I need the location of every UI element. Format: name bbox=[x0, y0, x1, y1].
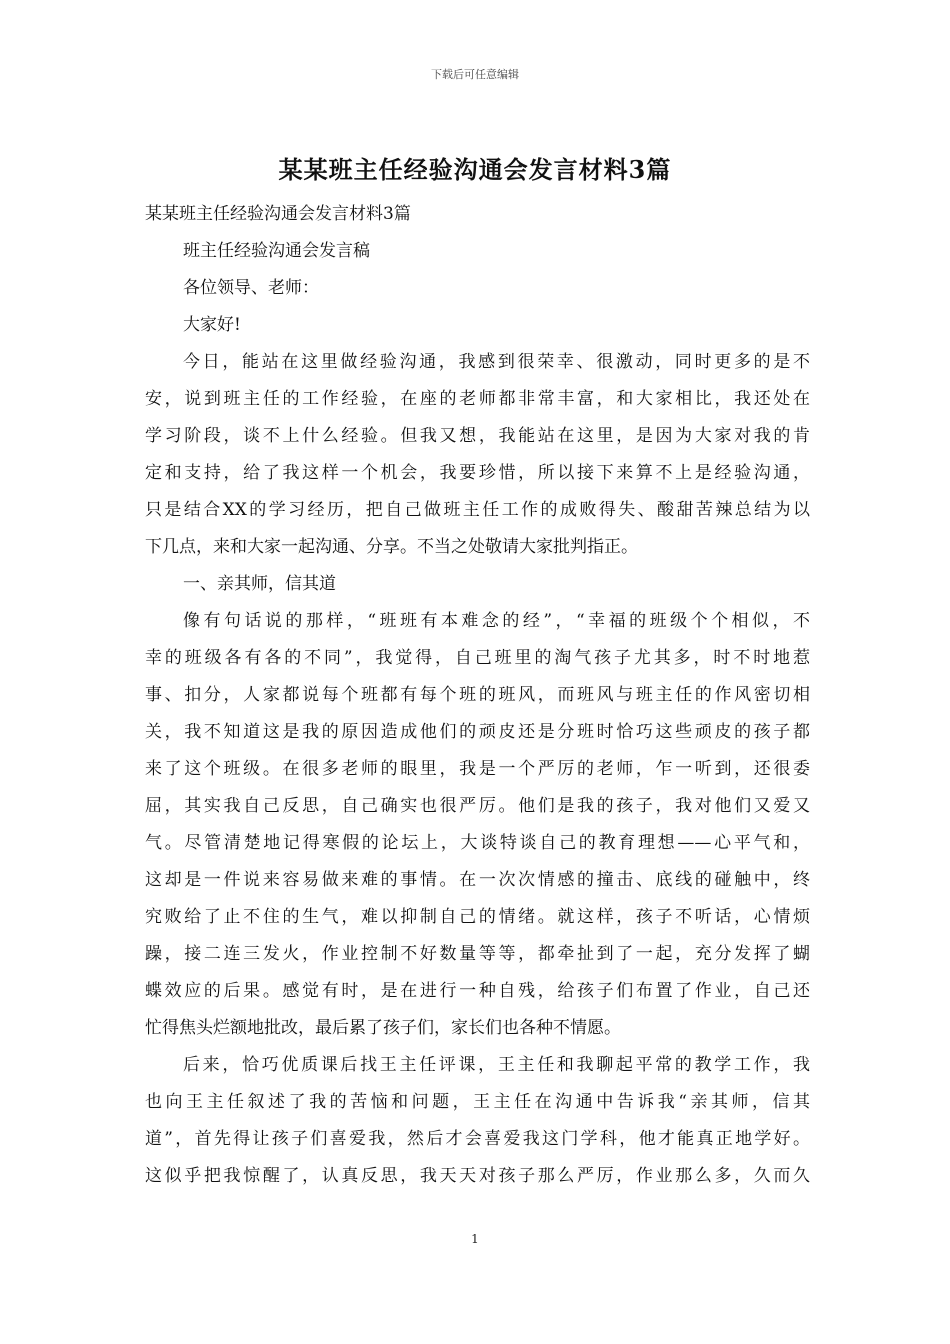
paragraph-line: 下几点，来和大家一起沟通、分享。不当之处敬请大家批判指正。 bbox=[145, 537, 638, 557]
paragraph-line: 忙得焦头烂额地批改，最后累了孩子们，家长们也各种不情愿。 bbox=[145, 1018, 621, 1038]
paragraph-line: 像有句话说的那样，“班班有本难念的经”，“幸福的班级个个相似，不 bbox=[183, 611, 810, 631]
salutation: 各位领导、老师： bbox=[183, 278, 319, 298]
header-note: 下载后可任意编辑 bbox=[431, 68, 519, 81]
document-body bbox=[145, 196, 810, 1195]
paragraph-line: 蝶效应的后果。感觉有时，是在进行一种自残，给孩子们布置了作业，自己还 bbox=[145, 981, 810, 1001]
page-number: 1 bbox=[471, 1232, 479, 1246]
paragraph-line: 这似乎把我惊醒了，认真反思，我天天对孩子那么严厉，作业那么多，久而久 bbox=[145, 1166, 810, 1186]
paragraph-line: 定和支持，给了我这样一个机会，我要珍惜，所以接下来算不上是经验沟通， bbox=[145, 463, 810, 483]
paragraph-line: 今日，能站在这里做经验沟通，我感到很荣幸、很激动，同时更多的是不 bbox=[183, 352, 810, 372]
paragraph-line: 事、扣分，人家都说每个班都有每个班的班风，而班风与班主任的作风密切相 bbox=[145, 685, 810, 705]
paragraph-line: 后来，恰巧优质课后找王主任评课，王主任和我聊起平常的教学工作，我 bbox=[183, 1055, 810, 1075]
paragraph-line: 也向王主任叙述了我的苦恼和问题，王主任在沟通中告诉我“亲其师，信其 bbox=[145, 1092, 810, 1112]
section-heading: 一、亲其师，信其道 bbox=[183, 574, 336, 594]
paragraph-line: 幸的班级各有各的不同”，我觉得，自己班里的淘气孩子尤其多，时不时地惹 bbox=[145, 648, 810, 668]
paragraph-line: 屈，其实我自己反思，自己确实也很严厉。他们是我的孩子，我对他们又爱又 bbox=[145, 796, 810, 816]
paragraph-line: 这却是一件说来容易做来难的事情。在一次次情感的撞击、底线的碰触中，终 bbox=[145, 870, 810, 890]
speech-heading: 班主任经验沟通会发言稿 bbox=[183, 241, 370, 261]
paragraph-line: 只是结合XX的学习经历，把自己做班主任工作的成败得失、酸甜苦辣总结为以 bbox=[145, 500, 810, 520]
paragraph-line: 躁，接二连三发火，作业控制不好数量等等，都牵扯到了一起，充分发挥了蝴 bbox=[145, 944, 810, 964]
paragraph-line: 气。尽管清楚地记得寒假的论坛上，大谈特谈自己的教育理想——心平气和， bbox=[145, 833, 810, 853]
document-title: 某某班主任经验沟通会发言材料3篇 bbox=[278, 155, 672, 184]
paragraph-line: 关，我不知道这是我的原因造成他们的顽皮还是分班时恰巧这些顽皮的孩子都 bbox=[145, 722, 810, 742]
paragraph-line: 来了这个班级。在很多老师的眼里，我是一个严厉的老师，乍一听到，还很委 bbox=[145, 759, 810, 779]
paragraph-line: 究败给了止不住的生气，难以抑制自己的情绪。就这样，孩子不听话，心情烦 bbox=[145, 907, 810, 927]
paragraph-line: 学习阶段，谈不上什么经验。但我又想，我能站在这里，是因为大家对我的肯 bbox=[145, 426, 810, 446]
paragraph-line: 安，说到班主任的工作经验，在座的老师都非常丰富，和大家相比，我还处在 bbox=[145, 389, 810, 409]
subtitle-line: 某某班主任经验沟通会发言材料3篇 bbox=[145, 204, 411, 224]
greeting: 大家好! bbox=[183, 315, 241, 335]
paragraph-line: 道”，首先得让孩子们喜爱我，然后才会喜爱我这门学科，他才能真正地学好。 bbox=[145, 1129, 810, 1149]
